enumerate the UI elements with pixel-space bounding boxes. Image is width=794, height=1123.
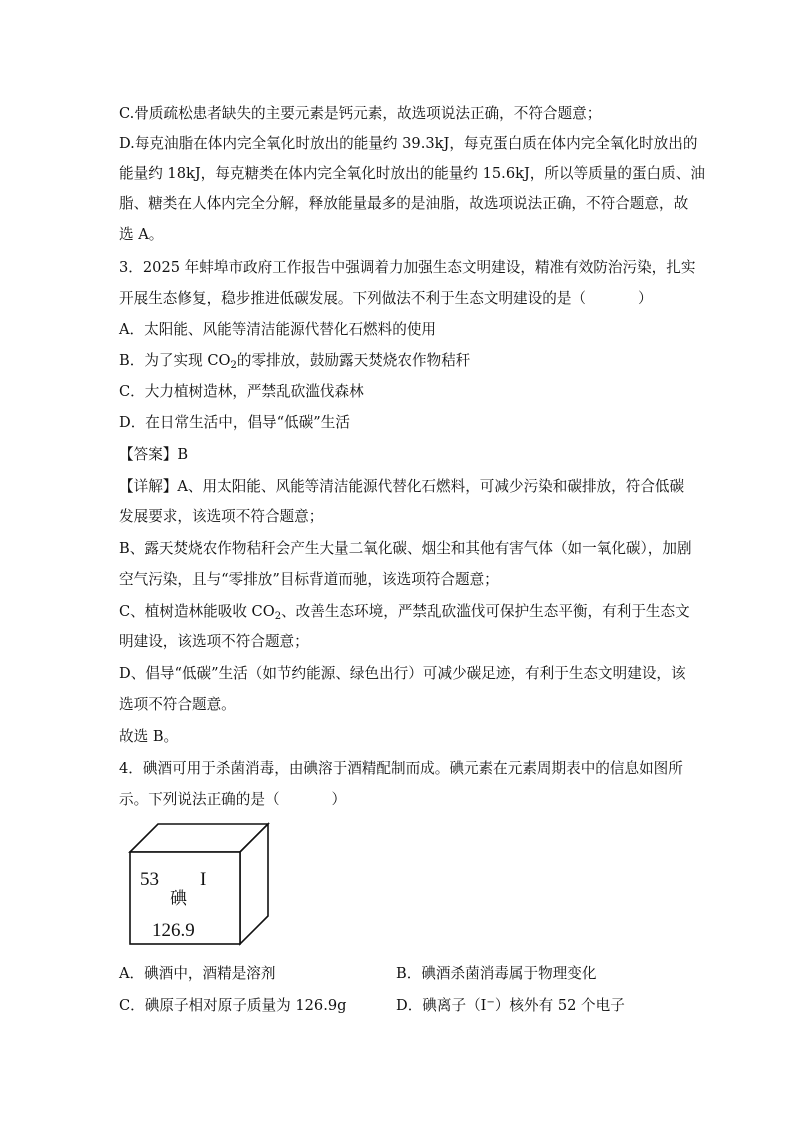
- q4-option-c: C．碘原子相对原子质量为 126.9g: [119, 997, 347, 1014]
- q3-option-b-post: 的零排放，鼓励露天焚烧农作物秸秆: [236, 352, 471, 369]
- q3-explanation-b-line1: B、露天焚烧农作物秸秆会产生大量二氧化碳、烟尘和其他有害气体（如一氧化碳），加剧: [119, 540, 692, 557]
- analysis-q2-option-d-line1: D.每克油脂在体内完全氧化时放出的能量约 39.3kJ，每克蛋白质在体内完全氧化时放出的: [119, 135, 698, 152]
- analysis-q2-option-d-line4: 选 A。: [119, 226, 164, 243]
- analysis-q2-option-d-line3: 脂、糖类在人体内完全分解，释放能量最多的是油脂，故选项说法正确，不符合题意，故: [119, 195, 689, 212]
- q3-explanation-d-line2: 选项不符合题意。: [119, 696, 236, 713]
- q3-option-d: D．在日常生活中，倡导“低碳”生活: [119, 414, 350, 431]
- q3-option-a: A．太阳能、风能等清洁能源代替化石燃料的使用: [119, 321, 437, 338]
- q4-option-d-post: ）核外有 52 个电子: [494, 997, 625, 1014]
- q3-stem-line2: [119, 289, 679, 309]
- q3-explanation-d-line1: D、倡导“低碳”生活（如节约能源、绿色出行）可减少碳足迹，有利于生态文明建设，该: [119, 665, 686, 682]
- atomic-number: 53: [140, 869, 159, 890]
- q3-option-b: [119, 351, 679, 371]
- q3-stem-line1: 3．2025 年蚌埠市政府工作报告中强调着力加强生态文明建设，精准有效防治污染，扎实: [119, 259, 696, 276]
- analysis-q2-option-d-line2: 能量约 18kJ，每克糖类在体内完全氧化时放出的能量约 15.6kJ，所以等质量的蛋白质、油: [119, 165, 705, 182]
- q4-option-d-pre: D．碘离子（I: [396, 997, 487, 1014]
- q4-option-b: B．碘酒杀菌消毒属于物理变化: [396, 965, 597, 982]
- q3-explanation-c-sub: 2: [274, 611, 282, 622]
- periodic-table-element-cube: [128, 822, 270, 946]
- q3-option-c: C．大力植树造林，严禁乱砍滥伐森林: [119, 383, 364, 400]
- q3-explanation-b-line2: 空气污染，且与“零排放”目标背道而驰，该选项符合题意；: [119, 571, 499, 588]
- element-symbol: I: [200, 869, 207, 890]
- q3-option-b-sub: 2: [230, 360, 237, 371]
- q3-stem-text: 开展生态修复，稳步推进低碳发展。下列做法不利于生态文明建设的是（: [119, 290, 587, 307]
- q3-conclusion: 故选 B。: [119, 728, 179, 745]
- q3-stem-bracket-close: ）: [638, 290, 653, 307]
- q4-option-d-sup: −: [486, 997, 495, 1008]
- analysis-q2-option-c: C.骨质疏松患者缺失的主要元素是钙元素，故选项说法正确，不符合题意；: [119, 105, 602, 122]
- q3-answer: 【答案】B: [119, 446, 189, 463]
- q4-stem-line2: [119, 790, 679, 810]
- q3-explanation-c-pre: C、植树造林能吸收 CO: [119, 603, 275, 620]
- q4-stem-line1: 4．碘酒可用于杀菌消毒，由碘溶于酒精配制而成。碘元素在元素周期表中的信息如图所: [119, 760, 683, 777]
- q4-stem-text: 示。下列说法正确的是（: [119, 791, 280, 808]
- q3-explanation-a-line1: 【详解】A、用太阳能、风能等清洁能源代替化石燃料，可减少污染和碳排放，符合低碳: [119, 478, 685, 495]
- q3-explanation-a-line2: 发展要求，该选项不符合题意；: [119, 508, 324, 525]
- q4-stem-bracket-close: ）: [331, 791, 347, 808]
- q3-option-b-pre: B．为了实现 CO: [119, 352, 231, 369]
- q3-explanation-c-line1: [119, 602, 690, 622]
- q3-explanation-c-post: 、改善生态环境，严禁乱砍滥伐可保护生态平衡，有利于生态文: [281, 603, 690, 620]
- atomic-mass: 126.9: [152, 920, 195, 941]
- q4-option-a: A．碘酒中，酒精是溶剂: [119, 965, 276, 982]
- element-name: 碘: [170, 889, 187, 908]
- q3-explanation-c-line2: 明建设，该选项不符合题意；: [119, 633, 309, 650]
- q4-option-d: [396, 996, 696, 1016]
